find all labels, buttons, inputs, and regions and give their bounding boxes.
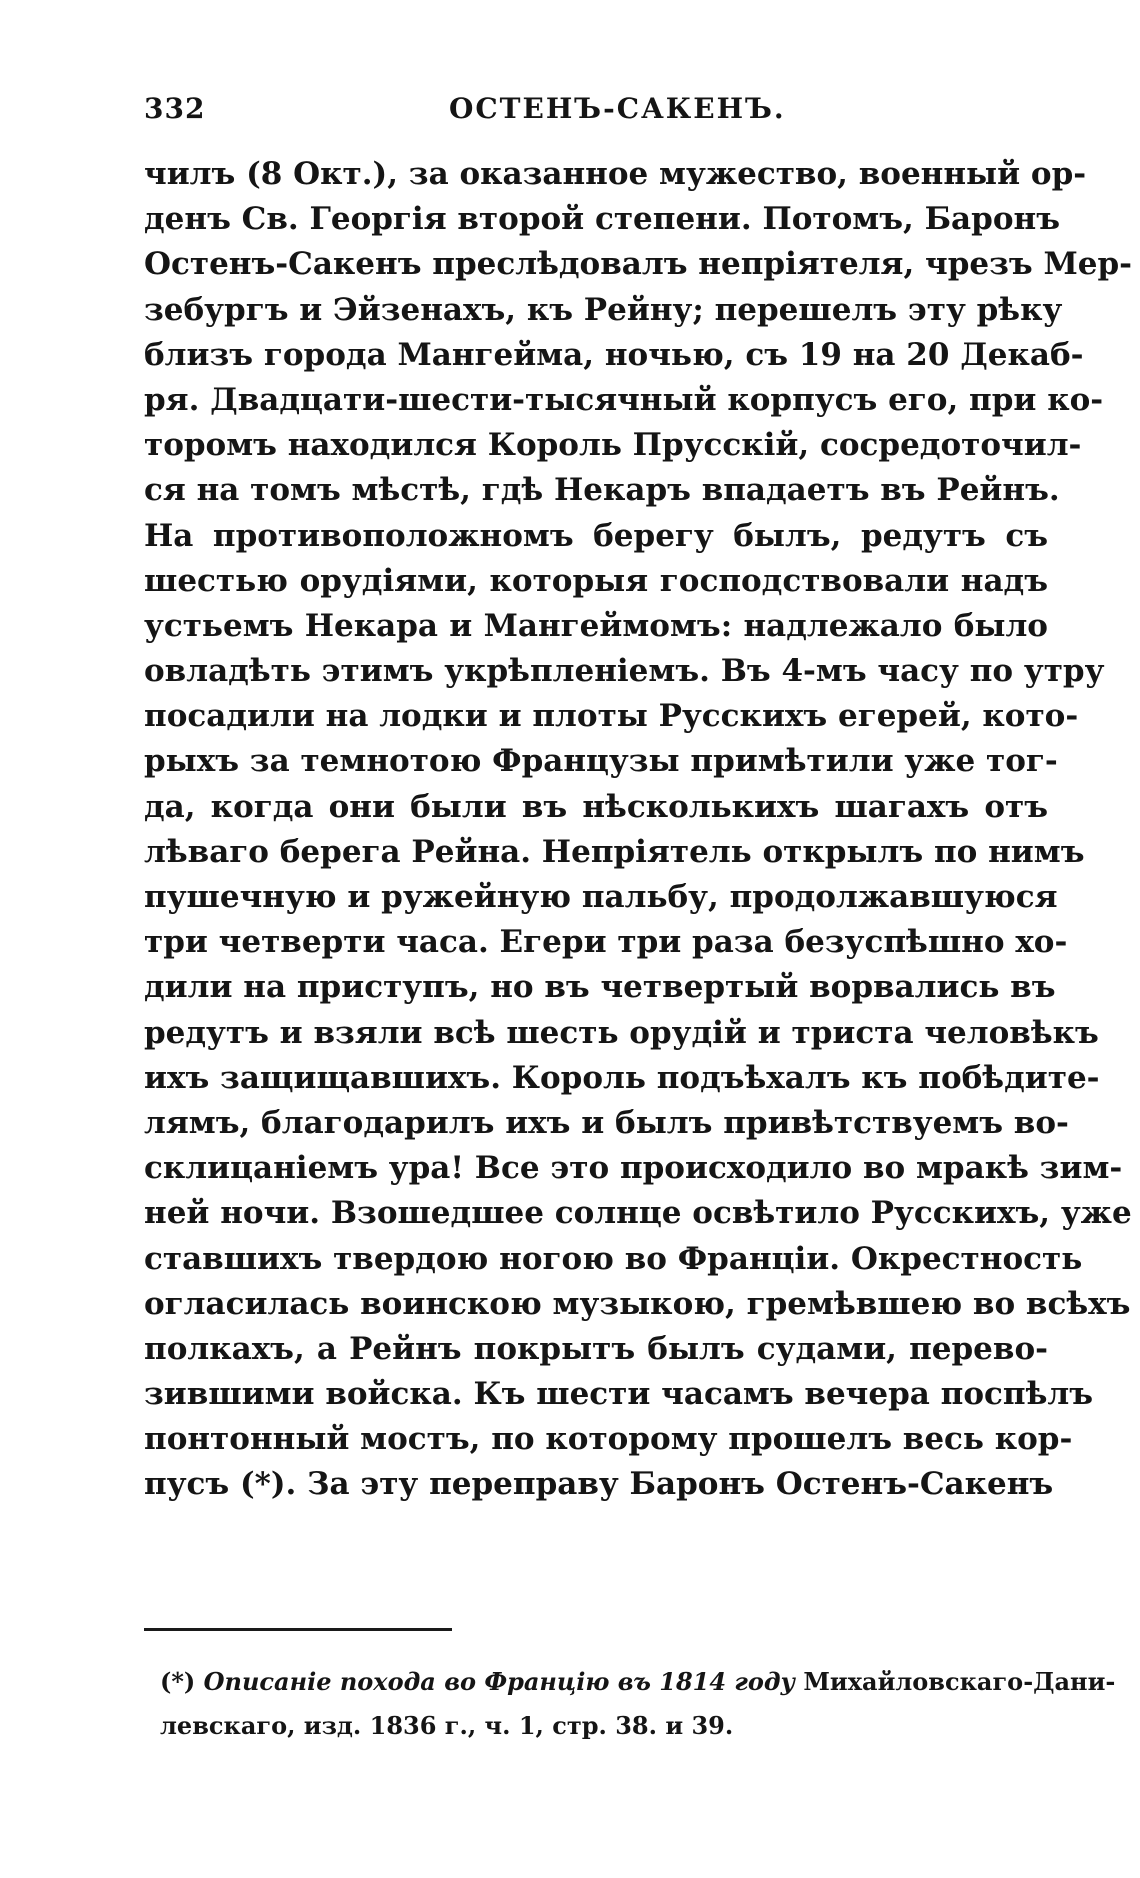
- text-line: торомъ находился Король Прусскій, сосредоточил-: [144, 427, 1082, 464]
- footnote-line-1: [160, 1660, 1116, 1704]
- text-line: ихъ защищавшихъ. Король подъѣхалъ къ побѣдите-: [144, 1059, 1100, 1096]
- text-line: пусъ (*). За эту переправу Баронъ Остенъ-Сакенъ: [144, 1466, 1054, 1503]
- text-line: понтонный мостъ, по которому прошелъ весь кор-: [144, 1421, 1073, 1458]
- text-line: ставшихъ твердою ногою во Франціи. Окрестность: [144, 1240, 1083, 1277]
- text-line: лямъ, благодарилъ ихъ и былъ привѣтствуемъ во-: [144, 1104, 1069, 1141]
- text-line: На противоположномъ берегу былъ, редутъ съ: [144, 517, 1048, 554]
- text-line: ря. Двадцати-шести-тысячный корпусъ его, при ко-: [144, 381, 1104, 418]
- text-line: устьемъ Некара и Мангеймомъ: надлежало было: [144, 607, 1048, 644]
- text-line: зебургъ и Эйзенахъ, къ Рейну; перешелъ эту рѣку: [144, 291, 1063, 328]
- running-head: ОСТЕНЪ-САКЕНЪ.: [449, 92, 786, 125]
- text-line: посадили на лодки и плоты Русскихъ егерей, кото-: [144, 698, 1079, 735]
- text-line: Остенъ-Сакенъ преслѣдовалъ непріятеля, чрезъ Мер-: [144, 246, 1133, 283]
- text-line: пушечную и ружейную пальбу, продолжавшуюся: [144, 879, 1058, 915]
- text-line: овладѣть этимъ укрѣпленіемъ. Въ 4-мъ часу по утру: [144, 653, 1105, 690]
- body-text: [144, 152, 1133, 1508]
- text-line: чилъ (8 Окт.), за оказанное мужество, военный ор-: [144, 156, 1087, 192]
- text-line: полкахъ, а Рейнъ покрытъ былъ судами, перево-: [144, 1330, 1048, 1367]
- footnote-author: Михайловскаго-Дани-: [803, 1667, 1116, 1696]
- footnote-source-title: Описаніе похода во Францію въ 1814 году: [203, 1667, 795, 1696]
- text-line: да, когда они были въ нѣсколькихъ шагахъ отъ: [144, 788, 1048, 825]
- text-line: близъ города Мангейма, ночью, съ 19 на 20 Декаб-: [144, 336, 1084, 373]
- text-line: лѣваго берега Рейна. Непріятель открылъ по нимъ: [144, 833, 1085, 870]
- text-line: денъ Св. Георгія второй степени. Потомъ, Баронъ: [144, 201, 1060, 238]
- text-line: ней ночи. Взошедшее солнце освѣтило Русскихъ, уже: [144, 1195, 1132, 1232]
- footnote-line-2: левскаго, изд. 1836 г., ч. 1, стр. 38. и 39.: [160, 1711, 734, 1740]
- text-line: склицаніемъ ура! Все это происходило во мракѣ зим-: [144, 1150, 1123, 1187]
- text-line: шестью орудіями, которыя господствовали надъ: [144, 562, 1048, 599]
- footnote-marker: (*): [160, 1667, 196, 1696]
- text-line: зившими войска. Къ шести часамъ вечера поспѣлъ: [144, 1376, 1093, 1413]
- text-line: редутъ и взяли всѣ шесть орудій и триста человѣкъ: [144, 1014, 1099, 1051]
- footnote-rule: [144, 1628, 452, 1631]
- text-line: ся на томъ мѣстѣ, гдѣ Некаръ впадаетъ въ Рейнъ.: [144, 472, 1060, 509]
- footnote: [160, 1660, 1116, 1748]
- text-line: три четверти часа. Егери три раза безуспѣшно хо-: [144, 924, 1068, 961]
- text-line: огласилась воинскою музыкою, гремѣвшею во всѣхъ: [144, 1285, 1131, 1322]
- text-line: рыхъ за темнотою Французы примѣтили уже тог-: [144, 743, 1058, 780]
- text-line: дили на приступъ, но въ четвертый ворвались въ: [144, 969, 1056, 1006]
- page-header: [144, 92, 1048, 132]
- page-number: 332: [144, 92, 206, 125]
